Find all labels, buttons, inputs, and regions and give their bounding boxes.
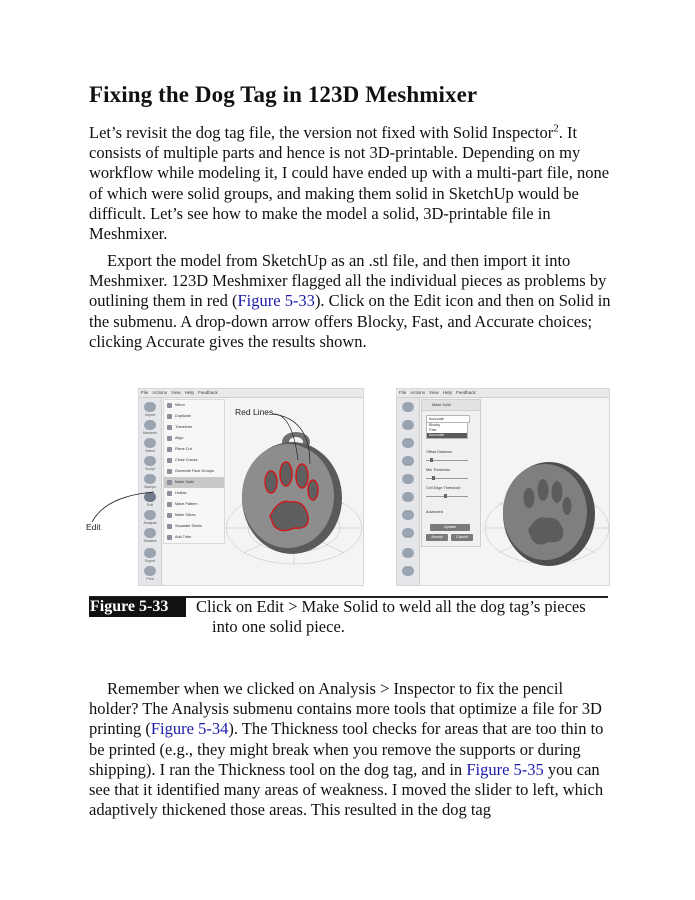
tool-label-shaders: Shaders (143, 539, 157, 543)
submenu-item-close-cracks: Close Cracks (164, 455, 224, 466)
meshmix-icon (144, 420, 156, 430)
offset-distance-label: Offset Distance (426, 450, 452, 454)
submenu-item-make-pattern: Make Pattern (164, 499, 224, 510)
panel-title: Make Solid (422, 400, 480, 411)
figure-5-34-link[interactable]: Figure 5-34 (150, 719, 229, 739)
menu-feedback-right: Feedback (455, 390, 476, 395)
tool-label-export: Export (144, 559, 156, 563)
paragraph-analysis (89, 679, 611, 820)
submenu-item-plane-cut: Plane Cut (164, 444, 224, 455)
menubar (139, 389, 363, 398)
tool-label-sculpt: Sculpt (145, 467, 155, 471)
caption-line-1: Click on Edit > Make Solid to weld all the dog tag’s pieces (196, 597, 586, 616)
select-icon (402, 438, 414, 448)
para3-middle: ). The Thickness tool checks for areas that are too thin to be printed (e.g., they might break when you remove the supports or during shipping). I ran the Thickness tool on the dog tag, and in (89, 719, 604, 779)
submenu-item-separate-shells: Separate Shells (164, 521, 224, 532)
make-solid-panel (421, 399, 481, 547)
option-blocky: Blocky (429, 423, 441, 427)
option-accurate: Accurate (427, 433, 467, 438)
viewport-before (224, 398, 364, 586)
paragraph-intro (89, 123, 611, 244)
figure-5-33-link[interactable]: Figure 5-33 (237, 291, 315, 311)
tool-label-edit: Edit (146, 503, 154, 507)
submenu-item-duplicate: Duplicate (164, 411, 224, 422)
stamps-icon (402, 474, 414, 484)
menubar-right (397, 389, 609, 398)
submenu-item-transform: Transform (164, 422, 224, 433)
caption-line-2: into one solid piece. (212, 617, 345, 636)
footnote-ref[interactable]: 2 (553, 122, 559, 135)
figure-5-35-link[interactable]: Figure 5-35 (466, 759, 544, 779)
para3-before: Remember when we clicked on Analysis > Inspector to fix the pencil holder? The Analysis submenu contains more tools that optimize a file for 3D printing ( (89, 679, 602, 739)
menu-view: View (171, 390, 181, 395)
tool-label-stamps: Stamps (144, 485, 156, 489)
export-icon (144, 548, 156, 558)
advanced-toggle: Advanced (426, 510, 443, 514)
min-thickness-slider (426, 478, 468, 479)
meshmix-icon (402, 420, 414, 430)
para1-text-after: . It consists of multiple parts and hence is not 3D-printable. Depending on my workflow while modeling it, I could have ended up with a multi-part file, none of which were solid groups, and making them solid in SketchUp would be difficult. Let’s see how to make the model a solid, 3D-printable file in Meshmixer. (89, 123, 610, 244)
stamps-icon (144, 474, 156, 484)
tool-label-select: Select (145, 449, 155, 453)
print-icon (144, 566, 156, 576)
cancel-button: Cancel (451, 534, 473, 541)
edit-icon (402, 492, 414, 502)
para3-after: you can see that it identified many areas of weakness. I moved the slider to left, which adaptively thickened those areas. This resulted in the dog tag (89, 759, 604, 820)
submenu-item-make-solid: Make Solid (164, 477, 224, 488)
menu-actions-right: Actions (410, 390, 426, 395)
print-icon (402, 566, 414, 576)
submenu-item-make-slices: Make Slices (164, 510, 224, 521)
accept-button: Accept (426, 534, 448, 541)
para1-text: Let’s revisit the dog tag file, the version not fixed with Solid Inspector (89, 123, 554, 142)
dog-tag-solid (503, 462, 595, 566)
min-thickness-label: Min Thickness (426, 468, 451, 472)
dog-tag-broken (242, 432, 342, 554)
cell-edge-slider (426, 496, 468, 497)
figure-5-33-image (86, 388, 610, 586)
menu-file-right: File (399, 390, 407, 395)
sculpt-icon (402, 456, 414, 466)
edit-annotation: Edit (86, 522, 101, 532)
red-lines-annotation: Red Lines (235, 407, 274, 417)
tool-label-analysis: Analysis (143, 521, 157, 525)
submenu-item-hollow: Hollow (164, 488, 224, 499)
figure-caption (196, 597, 608, 637)
menu-feedback: Feedback (197, 390, 218, 395)
para2-before: Export the model from SketchUp as an .stl file, and then import it into Meshmixer. 123D Meshmixer flagged all the individual pieces as problems by outlining them in red ( (89, 251, 607, 311)
solid-type-dropdown: Accurate (426, 415, 470, 423)
shaders-icon (402, 528, 414, 538)
menu-help-right: Help (442, 390, 452, 395)
submenu-item-mirror: Mirror (164, 400, 224, 411)
para2-after: ). Click on the Edit icon and then on Solid in the submenu. A drop-down arrow offers Blocky, Fast, and Accurate choices; clicking Accurate gives the results shown. (89, 291, 611, 351)
import-icon (144, 402, 156, 412)
sculpt-icon (144, 456, 156, 466)
menu-file: File (141, 390, 149, 395)
update-button: Update (430, 524, 470, 531)
screenshot-after (396, 388, 610, 586)
submenu-item-generate-face-groups: Generate Face Groups (164, 466, 224, 477)
import-icon (402, 402, 414, 412)
screenshot-before (138, 388, 364, 586)
option-fast: Fast (429, 428, 437, 432)
menu-actions: Actions (152, 390, 168, 395)
shaders-icon (144, 528, 156, 538)
select-icon (144, 438, 156, 448)
menu-view-right: View (429, 390, 439, 395)
viewport-after (483, 398, 610, 586)
figure-label: Figure 5-33 (89, 597, 186, 617)
submenu-item-add-tube: Add Tube (164, 532, 224, 543)
tool-palette-right (397, 398, 420, 585)
tool-label-import: Import (145, 413, 155, 417)
offset-slider (426, 460, 468, 461)
analysis-icon (402, 510, 414, 520)
export-icon (402, 548, 414, 558)
tool-label-meshmix: Meshmix (142, 431, 157, 435)
section-heading: Fixing the Dog Tag in 123D Meshmixer (89, 82, 478, 107)
solid-type-options (426, 422, 468, 439)
edit-submenu (163, 399, 225, 544)
tool-label-print: Print (146, 577, 154, 581)
menu-help: Help (184, 390, 194, 395)
submenu-item-align: Align (164, 433, 224, 444)
paragraph-export (89, 251, 611, 352)
cell-edge-label: Cell Edge Threshold (426, 486, 461, 490)
